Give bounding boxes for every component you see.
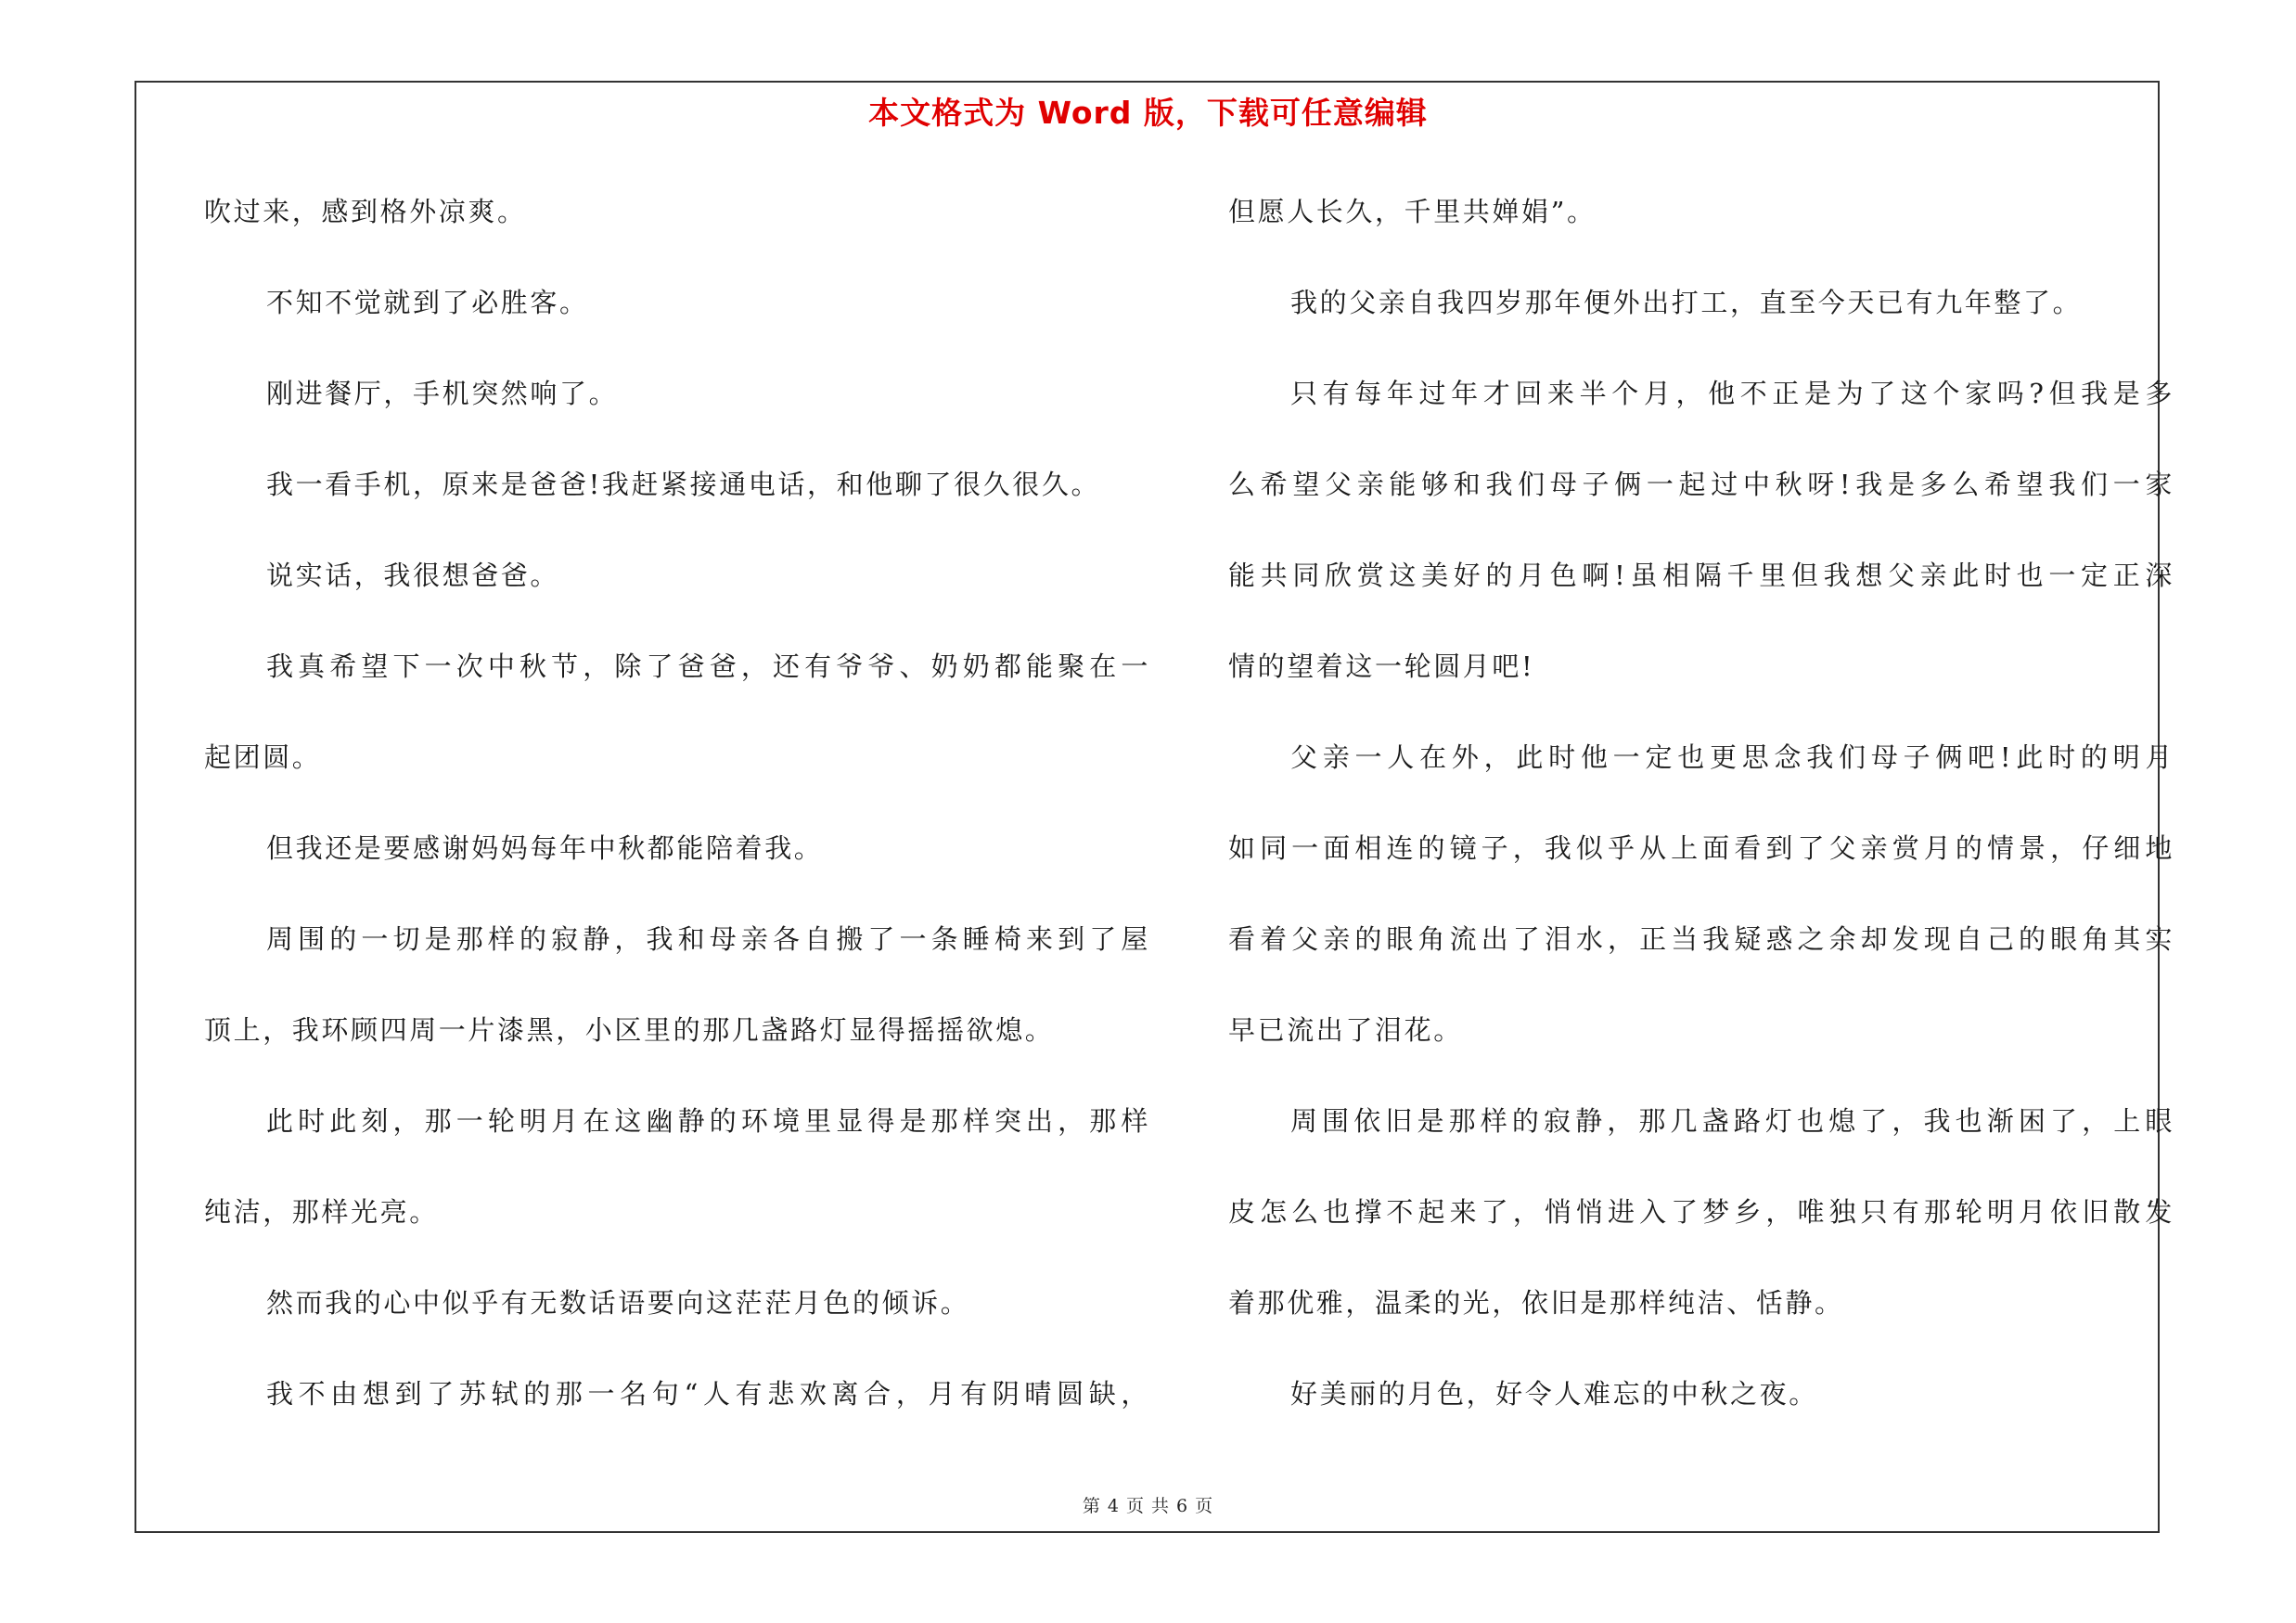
text-line: 吹过来，感到格外凉爽。 — [204, 196, 527, 227]
text-line: 能共同欣赏这美好的月色啊!虽相隔千里但我想父亲此时也一定正深 — [1228, 560, 2174, 591]
text-line: 如同一面相连的镜子，我似乎从上面看到了父亲赏月的情景，仔细地 — [1228, 832, 2174, 864]
text-line: 我的父亲自我四岁那年便外出打工，直至今天已有九年整了。 — [1290, 287, 2083, 318]
left-text-column — [204, 184, 1150, 1457]
text-line: 纯洁，那样光亮。 — [204, 1196, 439, 1228]
text-line: 么希望父亲能够和我们母子俩一起过中秋呀!我是多么希望我们一家 — [1228, 469, 2174, 500]
text-line: 但愿人长久，千里共婵娟”。 — [1228, 196, 1597, 227]
text-line: 我真希望下一次中秋节，除了爸爸，还有爷爷、奶奶都能聚在一 — [266, 650, 1150, 682]
word-format-banner: 本文格式为 Word 版，下载可任意编辑 — [868, 95, 1428, 131]
text-line: 此时此刻，那一轮明月在这幽静的环境里显得是那样突出，那样 — [266, 1105, 1150, 1137]
text-line: 起团圆。 — [204, 741, 322, 773]
page-number: 第 4 页 共 6 页 — [1082, 1496, 1214, 1516]
text-line: 情的望着这一轮圆月吧! — [1228, 650, 1535, 682]
text-line: 皮怎么也撑不起来了，悄悄进入了梦乡，唯独只有那轮明月依旧散发 — [1228, 1196, 2174, 1228]
text-line: 周围的一切是那样的寂静，我和母亲各自搬了一条睡椅来到了屋 — [266, 923, 1150, 955]
text-line: 我一看手机，原来是爸爸!我赶紧接通电话，和他聊了很久很久。 — [266, 469, 1101, 500]
text-line: 只有每年过年才回来半个月，他不正是为了这个家吗?但我是多 — [1290, 378, 2174, 409]
text-line: 早已流出了泪花。 — [1228, 1014, 1463, 1046]
text-line: 好美丽的月色，好令人难忘的中秋之夜。 — [1290, 1378, 1818, 1410]
text-line: 着那优雅，温柔的光，依旧是那样纯洁、恬静。 — [1228, 1287, 1844, 1319]
right-text-column — [1228, 184, 2174, 1457]
text-line: 然而我的心中似乎有无数话语要向这茫茫月色的倾诉。 — [266, 1287, 970, 1319]
text-line: 顶上，我环顾四周一片漆黑，小区里的那几盏路灯显得摇摇欲熄。 — [204, 1014, 1055, 1046]
text-line: 我不由想到了苏轼的那一名句“人有悲欢离合，月有阴晴圆缺， — [266, 1378, 1150, 1410]
text-line: 不知不觉就到了必胜客。 — [266, 287, 589, 318]
text-line: 刚进餐厅，手机突然响了。 — [266, 378, 619, 409]
text-line: 看着父亲的眼角流出了泪水，正当我疑惑之余却发现自己的眼角其实 — [1228, 923, 2174, 955]
text-line: 但我还是要感谢妈妈每年中秋都能陪着我。 — [266, 832, 824, 864]
text-line: 周围依旧是那样的寂静，那几盏路灯也熄了，我也渐困了，上眼 — [1290, 1105, 2174, 1137]
text-line: 说实话，我很想爸爸。 — [266, 560, 560, 591]
text-line: 父亲一人在外，此时他一定也更思念我们母子俩吧!此时的明月 — [1290, 741, 2174, 773]
